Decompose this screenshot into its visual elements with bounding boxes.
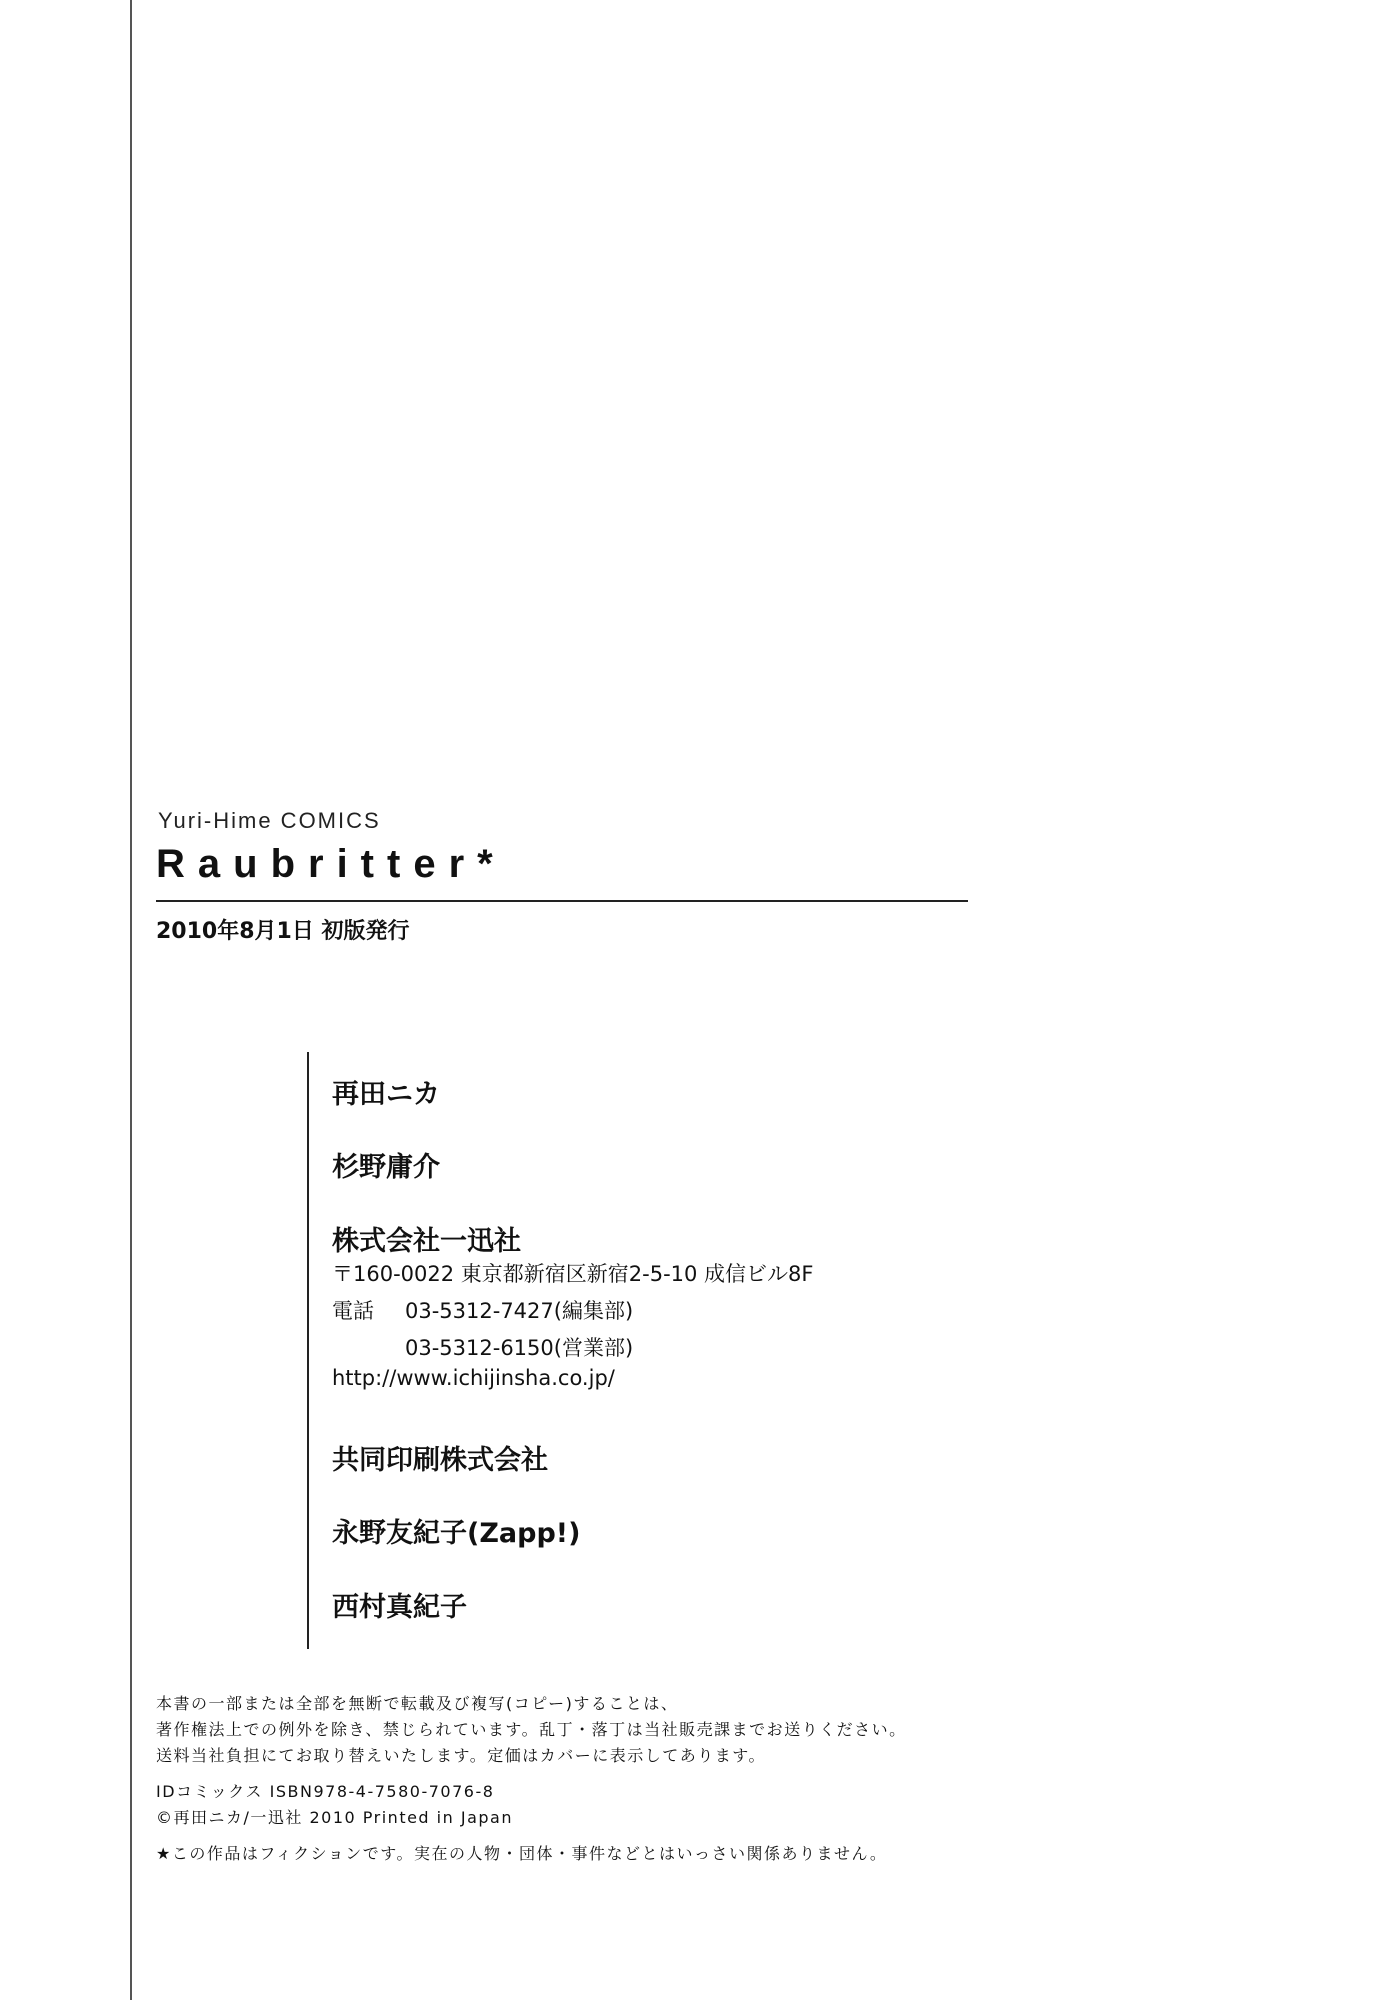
publisher-url: http://www.ichijinsha.co.jp/ [332,1366,615,1390]
author-name: 再田ニカ [332,1079,440,1110]
publisher-address: 〒160-0022 東京都新宿区新宿2-5-10 成信ビル8F [332,1262,814,1286]
isbn-line: IDコミックス ISBN978-4-7580-7076-8 [156,1782,495,1801]
book-title: Raubritter* [156,842,506,886]
notice-line-1: 本書の一部または全部を無断で転載及び複写(コピー)することは、 [156,1694,679,1713]
notice-line-2: 著作権法上での例外を除き、禁じられています。乱丁・落丁は当社販売課までお送りください。 [156,1720,907,1739]
phone-editorial: 03-5312-7427(編集部) [405,1299,634,1323]
notice-line-3: 送料当社負担にてお取り替えいたします。定価はカバーに表示してあります。 [156,1746,766,1765]
printing-company: 共同印刷株式会社 [332,1445,548,1476]
publisher-name: 株式会社一迅社 [332,1226,521,1257]
phone-sales: 03-5312-6150(営業部) [405,1336,634,1360]
publisher-person-name: 杉野庸介 [332,1152,440,1183]
series-name: Yuri-Hime COMICS [158,808,381,833]
editor-name: 西村真紀子 [332,1592,467,1623]
title-underline [156,900,968,902]
designer-name: 永野友紀子(Zapp!) [332,1518,581,1549]
phone-label: 電話 [332,1299,374,1323]
credits-divider [307,1052,309,1649]
fiction-disclaimer: ★この作品はフィクションです。実在の人物・団体・事件などとはいっさい関係ありません。 [156,1844,888,1863]
copyright-line: ©再田ニカ/一迅社 2010 Printed in Japan [156,1808,513,1827]
publication-date: 2010年8月1日 初版発行 [156,919,410,944]
page-gutter-line [130,0,132,2000]
